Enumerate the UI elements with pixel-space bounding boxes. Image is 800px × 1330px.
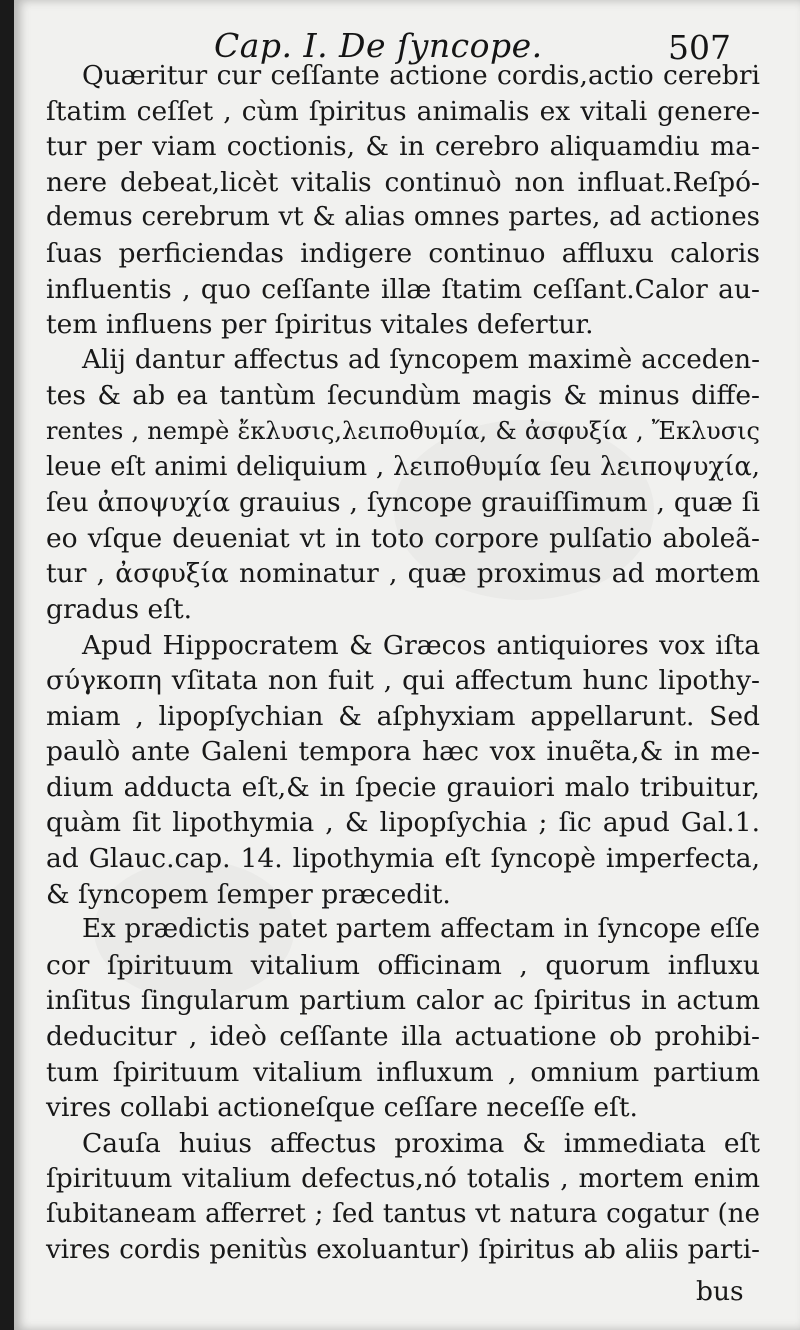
text-line: inſitus ſingularum partium calor ac ſpiritus in actum: [46, 985, 760, 1017]
text-line: vires cordis penitùs exoluantur) ſpiritus ab aliis parti-: [46, 1234, 760, 1265]
text-line: dium adducta eſt,& in ſpecie grauiori malo tribuitur,: [46, 771, 760, 803]
text-line: demus cerebrum vt & alias omnes partes, ad actiones: [46, 202, 760, 233]
text-line: quàm ſit lipothymia , & lipopſychia ; ſic apud Gal.1.: [46, 807, 760, 839]
text-line: ad Glauc.cap. 14. lipothymia eſt ſyncopè imperfecta,: [46, 843, 760, 875]
text-line: ſuas perficiendas indigere continuo affluxu caloris: [46, 237, 760, 269]
text-line: ſtatim ceſſet , cùm ſpiritus animalis ex vitali genere-: [46, 95, 760, 127]
text-line: tur , ἀσφυξία nominatur , quæ proximus ad mortem: [46, 558, 760, 590]
text-line: miam , lipopſychian & aſphyxiam appellarunt. Sed: [46, 700, 760, 732]
paragraph-5: [46, 1126, 760, 1268]
text-line: Cauſa huius affectus proxima & immediata eſt: [82, 1127, 760, 1159]
book-page: [14, 0, 800, 1330]
paragraph-3: [46, 628, 760, 913]
text-line: leue eſt animi deliquium , λειποθυμία ſeu λειποψυχία,: [46, 451, 760, 482]
text-line: rentes , nempè ἔκλυσις,λειποθυμία, & ἀσφυξία , Ἔκλυσις: [46, 416, 760, 445]
text-line: cor ſpirituum vitalium officinam , quorum influxu: [46, 949, 760, 981]
text-line: Ex prædictis patet partem affectam in ſyncope eſſe: [82, 914, 760, 945]
paragraph-4: [46, 912, 760, 1126]
paragraph-2: [46, 343, 760, 628]
text-line: σύγκοπη vſitata non fuit , qui affectum hunc lipothy-: [46, 665, 760, 697]
text-line: nere debeat,licèt vitalis continuò non influat.Reſpó-: [46, 166, 760, 198]
text-line: ſpirituum vitalium defectus,nó totalis , mortem enim: [46, 1163, 760, 1195]
body-text: [46, 58, 760, 1268]
text-line: gradus eſt.: [46, 593, 193, 625]
text-line: tur per viam coctionis, & in cerebro aliquamdiu ma-: [46, 131, 760, 163]
running-title: Cap. I. De ſyncope.: [214, 26, 543, 65]
text-line: influentis , quo ceſſante illæ ſtatim ceſſant.Calor au-: [46, 273, 760, 305]
text-line: tum ſpirituum vitalium influxum , omnium partium: [46, 1056, 760, 1088]
text-line: ſubitaneam afferret ; ſed tantus vt natura cogatur (ne: [46, 1199, 760, 1229]
text-line: tem influens per ſpiritus vitales defertur.: [46, 309, 594, 341]
page-number: 507: [668, 28, 731, 67]
text-line: ſeu ἀποψυχία grauius , ſyncope grauiſſimum , quæ ſi: [46, 487, 760, 519]
text-line: & ſyncopem ſemper præcedit.: [46, 878, 451, 910]
text-line: Quæritur cur ceſſante actione cordis,actio cerebri: [82, 60, 760, 91]
text-line: vires collabi actioneſque ceſſare neceſſe eſt.: [46, 1092, 638, 1124]
paragraph-1: [46, 58, 760, 343]
text-line: paulò ante Galeni tempora hæc vox inuẽta,& in me-: [46, 736, 760, 768]
text-line: Alij dantur affectus ad ſyncopem maximè acceden-: [82, 344, 760, 375]
text-line: eo vſque deueniat vt in toto corpore pulſatio aboleã-: [46, 522, 760, 554]
text-line: Apud Hippocratem & Græcos antiquiores vox iſta: [82, 629, 760, 661]
text-line: tes & ab ea tantùm ſecundùm magis & minus diffe-: [46, 380, 760, 412]
text-line: deducitur , ideò ceſſante illa actuatione ob prohibi-: [46, 1021, 760, 1053]
catchword: bus: [696, 1276, 744, 1307]
